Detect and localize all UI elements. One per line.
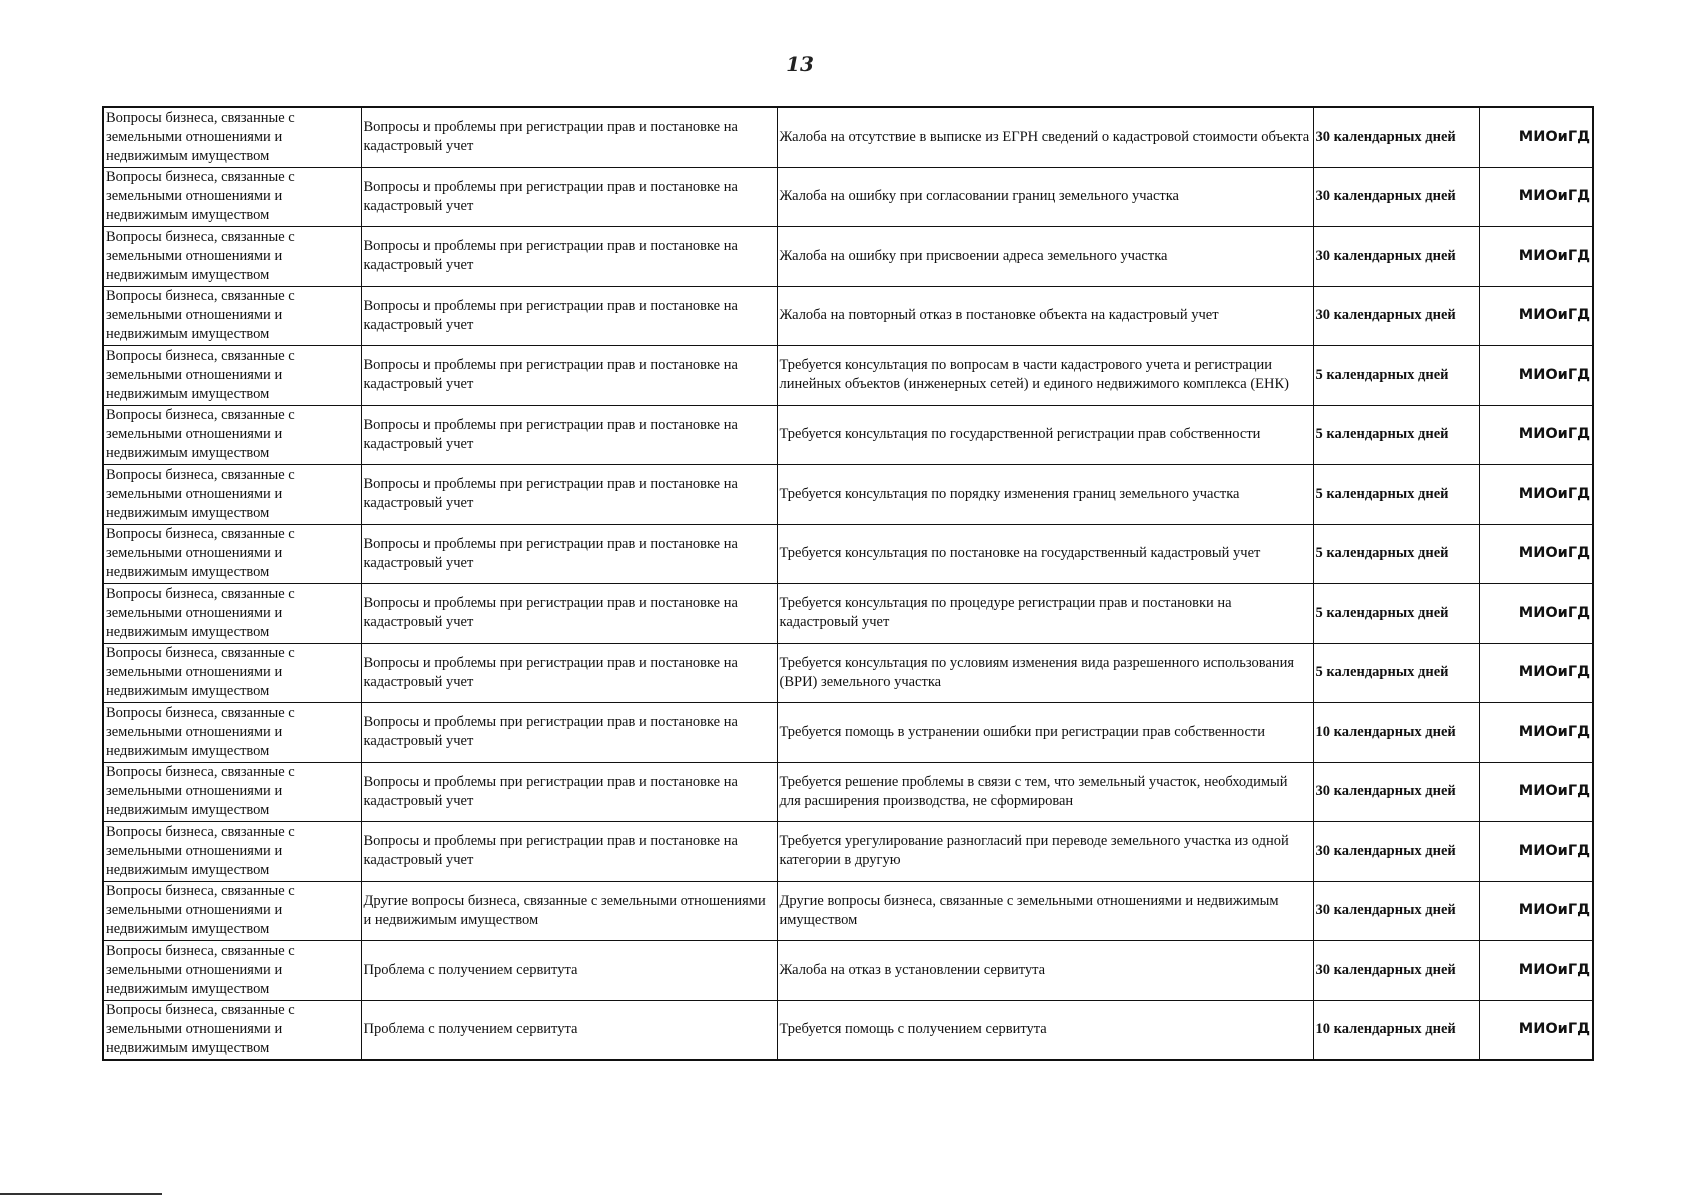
topic-cell: Проблема с получением сервитута [361, 941, 777, 1001]
term-cell: 30 календарных дней [1313, 227, 1479, 287]
term-cell: 5 календарных дней [1313, 524, 1479, 584]
table-row [103, 703, 1593, 763]
owner-cell: МИОиГД [1479, 286, 1593, 346]
request-cell: Требуется урегулирование разногласий при переводе земельного участка из одной категории в другую [777, 822, 1313, 882]
term-cell: 30 календарных дней [1313, 941, 1479, 1001]
owner-cell: МИОиГД [1479, 584, 1593, 644]
category-cell: Вопросы бизнеса, связанные с земельными отношениями и недвижимым имуществом [103, 465, 361, 525]
topic-cell: Вопросы и проблемы при регистрации прав и постановке на кадастровый учет [361, 465, 777, 525]
table-row [103, 762, 1593, 822]
category-cell: Вопросы бизнеса, связанные с земельными отношениями и недвижимым имуществом [103, 167, 361, 227]
category-cell: Вопросы бизнеса, связанные с земельными отношениями и недвижимым имуществом [103, 524, 361, 584]
term-cell: 5 календарных дней [1313, 584, 1479, 644]
request-cell: Другие вопросы бизнеса, связанные с земельными отношениями и недвижимым имуществом [777, 881, 1313, 941]
owner-cell: МИОиГД [1479, 643, 1593, 703]
category-cell: Вопросы бизнеса, связанные с земельными отношениями и недвижимым имуществом [103, 346, 361, 406]
term-cell: 10 календарных дней [1313, 703, 1479, 763]
category-cell: Вопросы бизнеса, связанные с земельными отношениями и недвижимым имуществом [103, 107, 361, 167]
category-cell: Вопросы бизнеса, связанные с земельными отношениями и недвижимым имуществом [103, 881, 361, 941]
table-row [103, 227, 1593, 287]
topic-cell: Вопросы и проблемы при регистрации прав и постановке на кадастровый учет [361, 167, 777, 227]
table-row [103, 405, 1593, 465]
request-cell: Требуется консультация по вопросам в части кадастрового учета и регистрации линейных объектов (инженерных сетей) и единого недвижимого комплекса (ЕНК) [777, 346, 1313, 406]
table-row [103, 941, 1593, 1001]
term-cell: 30 календарных дней [1313, 167, 1479, 227]
request-cell: Жалоба на ошибку при согласовании границ земельного участка [777, 167, 1313, 227]
table-row [103, 1000, 1593, 1060]
owner-cell: МИОиГД [1479, 107, 1593, 167]
page-number: 13 [786, 52, 814, 76]
category-cell: Вопросы бизнеса, связанные с земельными отношениями и недвижимым имуществом [103, 1000, 361, 1060]
topic-cell: Вопросы и проблемы при регистрации прав и постановке на кадастровый учет [361, 227, 777, 287]
term-cell: 5 календарных дней [1313, 346, 1479, 406]
term-cell: 10 календарных дней [1313, 1000, 1479, 1060]
topic-cell: Другие вопросы бизнеса, связанные с земельными отношениями и недвижимым имуществом [361, 881, 777, 941]
term-cell: 30 календарных дней [1313, 107, 1479, 167]
request-cell: Требуется консультация по условиям изменения вида разрешенного использования (ВРИ) земельного участка [777, 643, 1313, 703]
owner-cell: МИОиГД [1479, 881, 1593, 941]
topic-cell: Вопросы и проблемы при регистрации прав и постановке на кадастровый учет [361, 286, 777, 346]
topic-cell: Вопросы и проблемы при регистрации прав и постановке на кадастровый учет [361, 524, 777, 584]
topic-cell: Вопросы и проблемы при регистрации прав и постановке на кадастровый учет [361, 703, 777, 763]
services-table [102, 106, 1594, 1061]
request-cell: Жалоба на отсутствие в выписке из ЕГРН сведений о кадастровой стоимости объекта [777, 107, 1313, 167]
request-cell: Требуется консультация по процедуре регистрации прав и постановки на кадастровый учет [777, 584, 1313, 644]
request-cell: Требуется консультация по постановке на государственный кадастровый учет [777, 524, 1313, 584]
table-row [103, 465, 1593, 525]
topic-cell: Вопросы и проблемы при регистрации прав и постановке на кадастровый учет [361, 643, 777, 703]
table-row [103, 346, 1593, 406]
term-cell: 5 календарных дней [1313, 643, 1479, 703]
owner-cell: МИОиГД [1479, 524, 1593, 584]
category-cell: Вопросы бизнеса, связанные с земельными отношениями и недвижимым имуществом [103, 584, 361, 644]
category-cell: Вопросы бизнеса, связанные с земельными отношениями и недвижимым имуществом [103, 227, 361, 287]
category-cell: Вопросы бизнеса, связанные с земельными отношениями и недвижимым имуществом [103, 643, 361, 703]
bottom-rule [0, 1193, 162, 1195]
category-cell: Вопросы бизнеса, связанные с земельными отношениями и недвижимым имуществом [103, 941, 361, 1001]
term-cell: 30 календарных дней [1313, 762, 1479, 822]
topic-cell: Вопросы и проблемы при регистрации прав и постановке на кадастровый учет [361, 762, 777, 822]
table-row [103, 881, 1593, 941]
owner-cell: МИОиГД [1479, 822, 1593, 882]
request-cell: Жалоба на ошибку при присвоении адреса земельного участка [777, 227, 1313, 287]
table-row [103, 286, 1593, 346]
owner-cell: МИОиГД [1479, 762, 1593, 822]
request-cell: Жалоба на отказ в установлении сервитута [777, 941, 1313, 1001]
term-cell: 5 календарных дней [1313, 465, 1479, 525]
term-cell: 30 календарных дней [1313, 881, 1479, 941]
category-cell: Вопросы бизнеса, связанные с земельными отношениями и недвижимым имуществом [103, 703, 361, 763]
owner-cell: МИОиГД [1479, 227, 1593, 287]
request-cell: Требуется консультация по государственной регистрации прав собственности [777, 405, 1313, 465]
request-cell: Требуется консультация по порядку изменения границ земельного участка [777, 465, 1313, 525]
term-cell: 30 календарных дней [1313, 286, 1479, 346]
topic-cell: Вопросы и проблемы при регистрации прав и постановке на кадастровый учет [361, 822, 777, 882]
request-cell: Требуется помощь с получением сервитута [777, 1000, 1313, 1060]
table-row [103, 584, 1593, 644]
request-cell: Требуется решение проблемы в связи с тем, что земельный участок, необходимый для расширения производства, не сформирован [777, 762, 1313, 822]
table-row [103, 822, 1593, 882]
table-row [103, 524, 1593, 584]
table-row [103, 107, 1593, 167]
request-cell: Жалоба на повторный отказ в постановке объекта на кадастровый учет [777, 286, 1313, 346]
category-cell: Вопросы бизнеса, связанные с земельными отношениями и недвижимым имуществом [103, 405, 361, 465]
category-cell: Вопросы бизнеса, связанные с земельными отношениями и недвижимым имуществом [103, 762, 361, 822]
owner-cell: МИОиГД [1479, 703, 1593, 763]
category-cell: Вопросы бизнеса, связанные с земельными отношениями и недвижимым имуществом [103, 822, 361, 882]
owner-cell: МИОиГД [1479, 465, 1593, 525]
owner-cell: МИОиГД [1479, 941, 1593, 1001]
category-cell: Вопросы бизнеса, связанные с земельными отношениями и недвижимым имуществом [103, 286, 361, 346]
owner-cell: МИОиГД [1479, 167, 1593, 227]
topic-cell: Вопросы и проблемы при регистрации прав и постановке на кадастровый учет [361, 107, 777, 167]
owner-cell: МИОиГД [1479, 346, 1593, 406]
topic-cell: Вопросы и проблемы при регистрации прав и постановке на кадастровый учет [361, 346, 777, 406]
request-cell: Требуется помощь в устранении ошибки при регистрации прав собственности [777, 703, 1313, 763]
table-row [103, 167, 1593, 227]
term-cell: 5 календарных дней [1313, 405, 1479, 465]
term-cell: 30 календарных дней [1313, 822, 1479, 882]
owner-cell: МИОиГД [1479, 1000, 1593, 1060]
owner-cell: МИОиГД [1479, 405, 1593, 465]
topic-cell: Вопросы и проблемы при регистрации прав и постановке на кадастровый учет [361, 584, 777, 644]
table-body [103, 107, 1593, 1060]
table-row [103, 643, 1593, 703]
topic-cell: Проблема с получением сервитута [361, 1000, 777, 1060]
topic-cell: Вопросы и проблемы при регистрации прав и постановке на кадастровый учет [361, 405, 777, 465]
